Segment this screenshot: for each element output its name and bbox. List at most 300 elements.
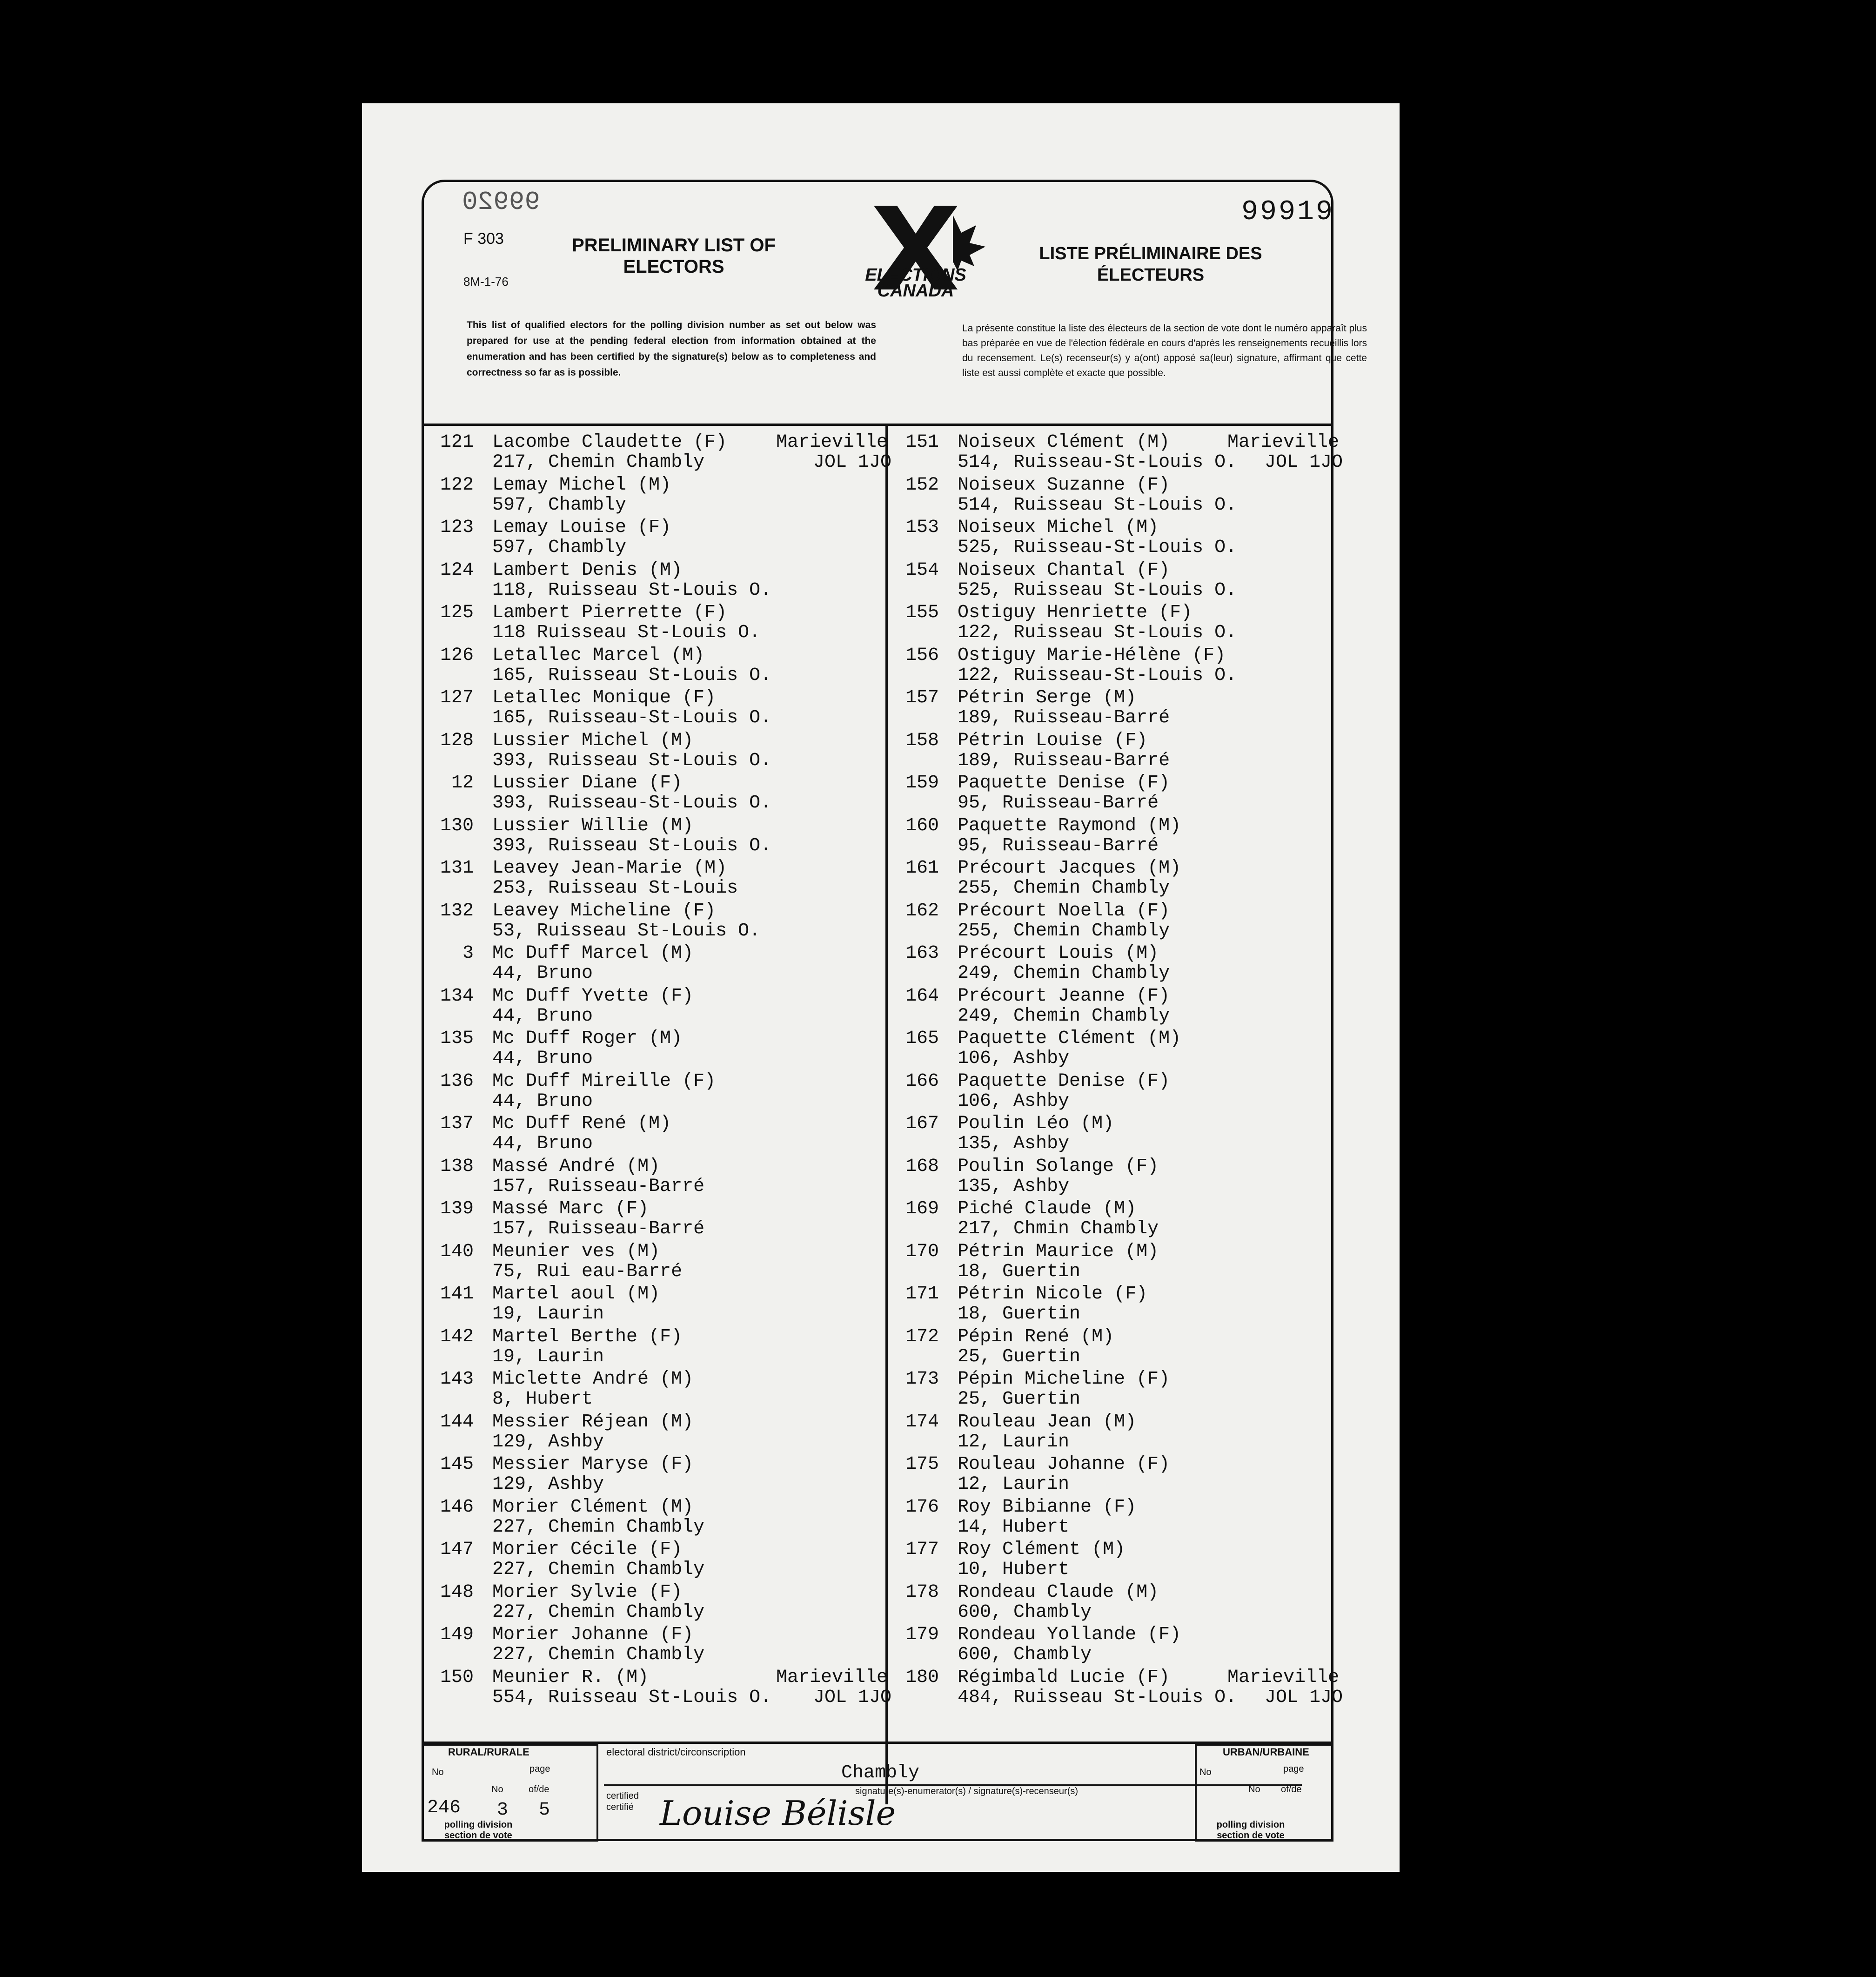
elector-sex: (M) [1103,687,1137,708]
elector-number: 177 [905,1539,939,1560]
elector-number: 158 [905,730,939,751]
elector-name: Mc Duff Marcel [492,943,649,964]
elector-address: 217, Chemin Chambly [492,452,705,473]
elector-number: 162 [905,900,939,921]
elector-sex: (F) [649,1326,683,1347]
urban-of-label: of/de [1281,1784,1302,1795]
elector-name-line [492,986,693,1007]
elector-number: 170 [905,1241,939,1262]
elector-sex: (F) [1136,985,1170,1007]
elector-name: Ostiguy Henriette [958,602,1148,623]
elector-address: 189, Ruisseau-Barré [958,707,1170,728]
elector-entry [888,1239,1334,1282]
elector-postal-code: JOL 1JO [813,452,892,473]
elector-address: 19, Laurin [492,1304,604,1325]
elector-entry [888,473,1334,516]
elector-name: Leavey Jean-Marie [492,858,683,879]
form-number: F 303 [463,230,504,248]
elector-name: Rondeau Claude [958,1581,1114,1603]
elector-entry [422,984,883,1027]
enumerator-signature: Louise Bélisle [660,1794,896,1833]
elector-name-line [492,1156,660,1177]
elector-address: 157, Ruisseau-Barré [492,1176,705,1197]
elector-sex: (F) [649,1539,683,1560]
elector-address: 19, Laurin [492,1346,604,1367]
elector-sex: (M) [671,645,705,666]
elector-entry [888,1537,1334,1580]
elector-name-line [958,943,1159,964]
elector-name: Pépin René [958,1326,1070,1347]
elector-number: 137 [440,1113,474,1134]
elector-address: 484, Ruisseau St-Louis O. [958,1687,1237,1708]
elector-sex: (F) [1136,1454,1170,1475]
elector-name: Morier Johanne [492,1624,649,1645]
elector-sex: (M) [660,1369,694,1390]
elector-entry [888,686,1334,728]
elector-entry [888,1452,1334,1495]
elector-name: Lambert Pierrette [492,602,683,623]
elector-number: 156 [905,645,939,666]
rural-label: RURAL/RURALE [448,1746,529,1758]
elector-name: Mc Duff Mireille [492,1070,671,1092]
urban-page-label: page [1283,1764,1304,1774]
elector-address: 12, Laurin [958,1474,1070,1495]
elector-sex: (F) [693,432,727,453]
elector-address: 8, Hubert [492,1389,593,1410]
elector-address: 165, Ruisseau St-Louis O. [492,665,772,686]
elector-name: Paquette Raymond [958,815,1137,836]
serial-number-reversed: 99920 [462,187,541,217]
elector-entry [422,515,883,558]
elector-sex: (M) [1125,943,1159,964]
elector-number: 169 [905,1198,939,1219]
elector-name-line [492,432,727,453]
elector-number: 174 [905,1411,939,1432]
elector-sex: (M) [626,1241,660,1262]
elector-number: 160 [905,815,939,836]
page-total: 5 [539,1800,550,1821]
elector-name-line [492,1624,693,1645]
elector-entry [422,1239,883,1282]
elector-name-line [492,901,716,921]
elector-sex: (M) [1147,1028,1181,1049]
elector-name: Rondeau Yollande [958,1624,1137,1645]
elector-name-line [958,1326,1114,1347]
elector-address: 249, Chemin Chambly [958,1005,1170,1027]
elector-number: 122 [440,474,474,496]
elector-address: 44, Bruno [492,1048,593,1069]
elector-postal-code: JOL 1JO [813,1687,892,1708]
electors-list-right [888,430,1343,1708]
elector-address: 227, Chemin Chambly [492,1516,705,1538]
elector-number: 151 [905,432,939,453]
elector-sex: (M) [1103,1198,1137,1219]
elector-address: 135, Ashby [958,1176,1070,1197]
elector-name: Régimbald Lucie [958,1667,1126,1688]
elector-name: Martel aoul [492,1284,616,1305]
elector-name: Précourt Louis [958,943,1114,964]
elector-name-line [492,1071,716,1092]
elector-name-line [492,1412,693,1432]
elector-address: 393, Ruisseau St-Louis O. [492,750,772,771]
elector-address: 122, Ruisseau-St-Louis O. [958,665,1237,686]
elector-name-line [958,1369,1170,1390]
elector-entry [422,1111,883,1154]
elector-name: Morier Clément [492,1496,649,1518]
polling-division-number: 246 [427,1797,461,1818]
elector-name: Lacombe Claudette [492,432,683,453]
elector-number: 161 [905,858,939,879]
elector-sex: (F) [682,687,716,708]
elector-sex: (M) [1136,432,1170,453]
elector-address: 118 Ruisseau St-Louis O. [492,622,761,643]
elector-name: Letallec Monique [492,687,671,708]
elector-entry [422,686,883,728]
elector-name: Lambert Denis [492,559,638,581]
elector-name: Noiseux Michel [958,517,1114,538]
elector-number: 143 [440,1369,474,1390]
elector-name-line [958,986,1170,1007]
elector-entry [888,430,1343,473]
elector-number: 163 [905,943,939,964]
elector-number: 180 [905,1667,939,1688]
elector-number: 168 [905,1156,939,1177]
elector-postal-code: JOL 1JO [1265,452,1343,473]
elector-entry [888,1580,1334,1623]
elector-sex: (F) [693,602,727,623]
elector-entry [422,1580,883,1623]
elector-number: 121 [440,432,474,453]
form-code: 8M-1-76 [463,275,509,289]
elector-address: 165, Ruisseau-St-Louis O. [492,707,772,728]
elector-number: 131 [440,858,474,879]
elector-name-line [958,1198,1136,1219]
elector-sex: (M) [637,474,671,496]
elector-address: 129, Ashby [492,1474,604,1495]
elector-address: 95, Ruisseau-Barré [958,793,1159,814]
elector-name: Paquette Clément [958,1028,1137,1049]
elector-sex: (F) [1114,730,1148,751]
elector-name: Mc Duff Yvette [492,985,649,1007]
rural-page-no-label: No [491,1784,503,1795]
elector-sex: (F) [1136,559,1170,581]
document-page [362,103,1400,1872]
elector-sex: (F) [1125,1156,1159,1177]
elector-place: Marieville [776,432,888,453]
elector-number: 171 [905,1284,939,1305]
elector-number: 166 [905,1070,939,1092]
elector-name: Noiseux Chantal [958,559,1126,581]
elector-name-line [958,730,1147,751]
elector-sex: (F) [1192,645,1226,666]
elector-entry [888,771,1334,814]
elector-sex: (M) [1080,1113,1114,1134]
elector-sex: (F) [660,985,694,1007]
page-number: 3 [497,1800,509,1821]
elector-address: 189, Ruisseau-Barré [958,750,1170,771]
elector-entry [888,1111,1334,1154]
elector-sex: (F) [649,1581,683,1603]
elector-name: Précourt Noella [958,900,1126,921]
elector-sex: (M) [660,730,694,751]
elector-sex: (M) [660,1496,694,1518]
elector-entry [422,1622,883,1665]
polling-division-label: polling division section de vote [444,1820,513,1841]
elector-name: Rouleau Jean [958,1411,1092,1432]
elector-entry [888,643,1334,686]
elector-entry [888,1026,1334,1069]
elector-number: 126 [440,645,474,666]
district-value: Chambly [841,1762,920,1783]
elector-sex: (F) [1136,1369,1170,1390]
electors-list-left [422,430,892,1708]
elector-name: Mc Duff René [492,1113,627,1134]
elector-sex: (F) [1103,1496,1137,1518]
elector-address: 106, Ashby [958,1090,1070,1112]
elector-name: Massé Marc [492,1198,604,1219]
elector-sex: (M) [637,1113,671,1134]
elector-entry [888,814,1334,856]
elector-number: 167 [905,1113,939,1134]
elector-number: 164 [905,985,939,1007]
elector-name: Noiseux Suzanne [958,474,1126,496]
elector-name: Ostiguy Marie-Hélène [958,645,1181,666]
elector-place: Marieville [776,1667,888,1688]
elector-address: 514, Ruisseau-St-Louis O. [958,452,1237,473]
elector-entry [422,1367,883,1410]
elector-number: 146 [440,1496,474,1518]
elector-address: 10, Hubert [958,1559,1070,1580]
elector-name: Précourt Jeanne [958,985,1126,1007]
elector-entry [422,1282,883,1325]
elector-entry [422,1154,883,1197]
elector-number: 145 [440,1454,474,1475]
elector-name: Martel Berthe [492,1326,638,1347]
urban-label: URBAN/URBAINE [1223,1746,1309,1758]
elector-address: 525, Ruisseau-St-Louis O. [958,537,1237,558]
elector-entry [422,430,892,473]
elector-number: 172 [905,1326,939,1347]
elector-sex: (F) [682,1070,716,1092]
elector-entry [422,473,883,516]
elector-address: 514, Ruisseau St-Louis O. [958,494,1237,516]
elector-address: 44, Bruno [492,1090,593,1112]
rural-page-label: page [529,1764,550,1774]
elector-name: Massé André [492,1156,616,1177]
elector-address: 129, Ashby [492,1431,604,1452]
elector-name-line [492,1454,693,1475]
elector-number: 178 [905,1581,939,1603]
elector-number: 136 [440,1070,474,1092]
elector-number: 150 [440,1667,474,1688]
elector-name-line [958,1582,1159,1603]
elector-name-line [958,1454,1170,1475]
elector-name-line [492,1667,649,1688]
elector-entry [422,1069,883,1112]
elector-address: 217, Chmin Chambly [958,1218,1159,1239]
elector-name-line [492,475,671,496]
elector-name: Roy Clément [958,1539,1081,1560]
title-french: LISTE PRÉLIMINAIRE DES ÉLECTEURS [1039,244,1262,285]
elector-name-line [492,687,716,708]
elector-address: 75, Rui eau-Barré [492,1261,683,1282]
elector-sex: (M) [1092,1539,1126,1560]
elector-entry [888,1622,1334,1665]
elector-name-line [958,1113,1114,1134]
elector-number: 134 [440,985,474,1007]
elector-sex: (F) [1136,900,1170,921]
elector-entry [422,771,883,814]
elector-sex: (F) [1136,474,1170,496]
elector-sex: (M) [626,1284,660,1305]
title-english: PRELIMINARY LIST OF ELECTORS [572,235,776,277]
intro-english: This list of qualified electors for the polling division number as set out below was prepared for use at the pending federal election from information obtained at the enumeration and has been certified by the signature(s) below as to completeness and correctness so far as is possible. [467,320,876,378]
elector-number: 155 [905,602,939,623]
header-divider [422,424,1333,426]
elector-number: 3 [462,943,474,964]
elector-entry [888,899,1334,941]
elector-address: 95, Ruisseau-Barré [958,835,1159,856]
elector-address: 118, Ruisseau St-Louis O. [492,579,772,601]
elector-address: 18, Guertin [958,1304,1081,1325]
elector-entry [888,600,1334,643]
elector-sex: (F) [660,1454,694,1475]
elector-number: 128 [440,730,474,751]
elector-name-line [492,1539,682,1560]
elector-entry [888,558,1334,601]
elector-address: 227, Chemin Chambly [492,1559,705,1580]
elector-entry [888,984,1334,1027]
elector-sex: (M) [615,1667,649,1688]
elector-name-line [958,645,1226,666]
elector-number: 152 [905,474,939,496]
elector-name-line [492,1582,682,1603]
elector-number: 176 [905,1496,939,1518]
elector-name: Mc Duff Roger [492,1028,638,1049]
elector-number: 140 [440,1241,474,1262]
elector-sex: (M) [1103,1411,1137,1432]
elector-sex: (M) [1147,858,1181,879]
elector-address: 135, Ashby [958,1133,1070,1154]
elector-name: Morier Cécile [492,1539,638,1560]
elector-sex: (M) [1147,815,1181,836]
elector-name: Lemay Michel [492,474,627,496]
rural-of-label: of/de [529,1784,549,1795]
elector-entry [422,643,883,686]
elector-name-line [958,858,1181,879]
elector-entry [422,1452,883,1495]
elector-name-line [492,815,693,836]
elector-name-line [492,602,727,623]
elector-name-line [958,773,1170,793]
elector-entry [422,1197,883,1239]
elector-name-line [492,645,704,666]
rural-no-label: No [432,1767,444,1777]
elector-address: 393, Ruisseau-St-Louis O. [492,793,772,814]
elector-entry [422,1325,883,1367]
elector-address: 44, Bruno [492,1005,593,1027]
elector-name-line [492,773,682,793]
elector-sex: (M) [1125,1581,1159,1603]
elector-name: Messier Réjean [492,1411,649,1432]
elector-name-line [958,432,1170,453]
elector-name: Leavey Micheline [492,900,671,921]
elector-number: 141 [440,1284,474,1305]
elector-entry [888,1154,1334,1197]
elector-entry [888,1665,1343,1708]
elector-name-line [492,943,693,964]
elector-name-line [492,858,727,879]
urban-no-label: No [1199,1767,1212,1777]
elector-name-line [958,1412,1136,1432]
elector-number: 179 [905,1624,939,1645]
serial-number: 99919 [1241,196,1335,228]
elector-sex: (F) [660,1624,694,1645]
elector-entry [888,1325,1334,1367]
elector-name-line [958,560,1170,581]
urban-page-no-label: No [1248,1784,1260,1795]
elector-address: 14, Hubert [958,1516,1070,1538]
elector-name-line [492,730,693,751]
elector-entry [422,814,883,856]
elector-address: 525, Ruisseau St-Louis O. [958,579,1237,601]
elector-place: Marieville [1227,432,1340,453]
elector-sex: (F) [615,1198,649,1219]
elector-address: 597, Chambly [492,494,627,516]
elector-sex: (M) [1080,1326,1114,1347]
elector-address: 44, Bruno [492,1133,593,1154]
elector-name: Pétrin Maurice [958,1241,1114,1262]
elector-address: 12, Laurin [958,1431,1070,1452]
elector-number: 132 [440,900,474,921]
elector-name-line [492,1326,682,1347]
elector-name-line [958,1028,1181,1049]
elector-number: 123 [440,517,474,538]
elector-entry [422,558,883,601]
elector-entry [422,1410,883,1452]
elector-entry [888,1197,1334,1239]
elector-name: Messier Maryse [492,1454,649,1475]
certified-label: certified certifié [606,1791,639,1812]
elector-name: Lemay Louise [492,517,627,538]
elector-name: Letallec Marcel [492,645,660,666]
elector-sex: (F) [1147,1624,1181,1645]
elector-name: Roy Bibianne [958,1496,1092,1518]
elector-address: 227, Chemin Chambly [492,1601,705,1623]
elector-name-line [958,815,1181,836]
elector-number: 154 [905,559,939,581]
elector-address: 600, Chambly [958,1644,1092,1665]
elector-address: 255, Chemin Chambly [958,878,1170,899]
elector-place: Marieville [1227,1667,1340,1688]
elector-entry [422,941,883,984]
elector-name-line [958,1624,1181,1645]
elector-entry [888,856,1334,899]
elector-address: 25, Guertin [958,1346,1081,1367]
elector-entry [888,1367,1334,1410]
elector-number: 125 [440,602,474,623]
elector-sex: (M) [649,1028,683,1049]
elector-address: 253, Ruisseau St-Louis [492,878,738,899]
elector-address: 393, Ruisseau St-Louis O. [492,835,772,856]
elector-address: 122, Ruisseau St-Louis O. [958,622,1237,643]
elector-entry [888,1410,1334,1452]
elector-entry [422,1665,892,1708]
elector-entry [422,1537,883,1580]
elector-entry [888,941,1334,984]
elector-sex: (F) [1159,602,1193,623]
elector-number: 147 [440,1539,474,1560]
